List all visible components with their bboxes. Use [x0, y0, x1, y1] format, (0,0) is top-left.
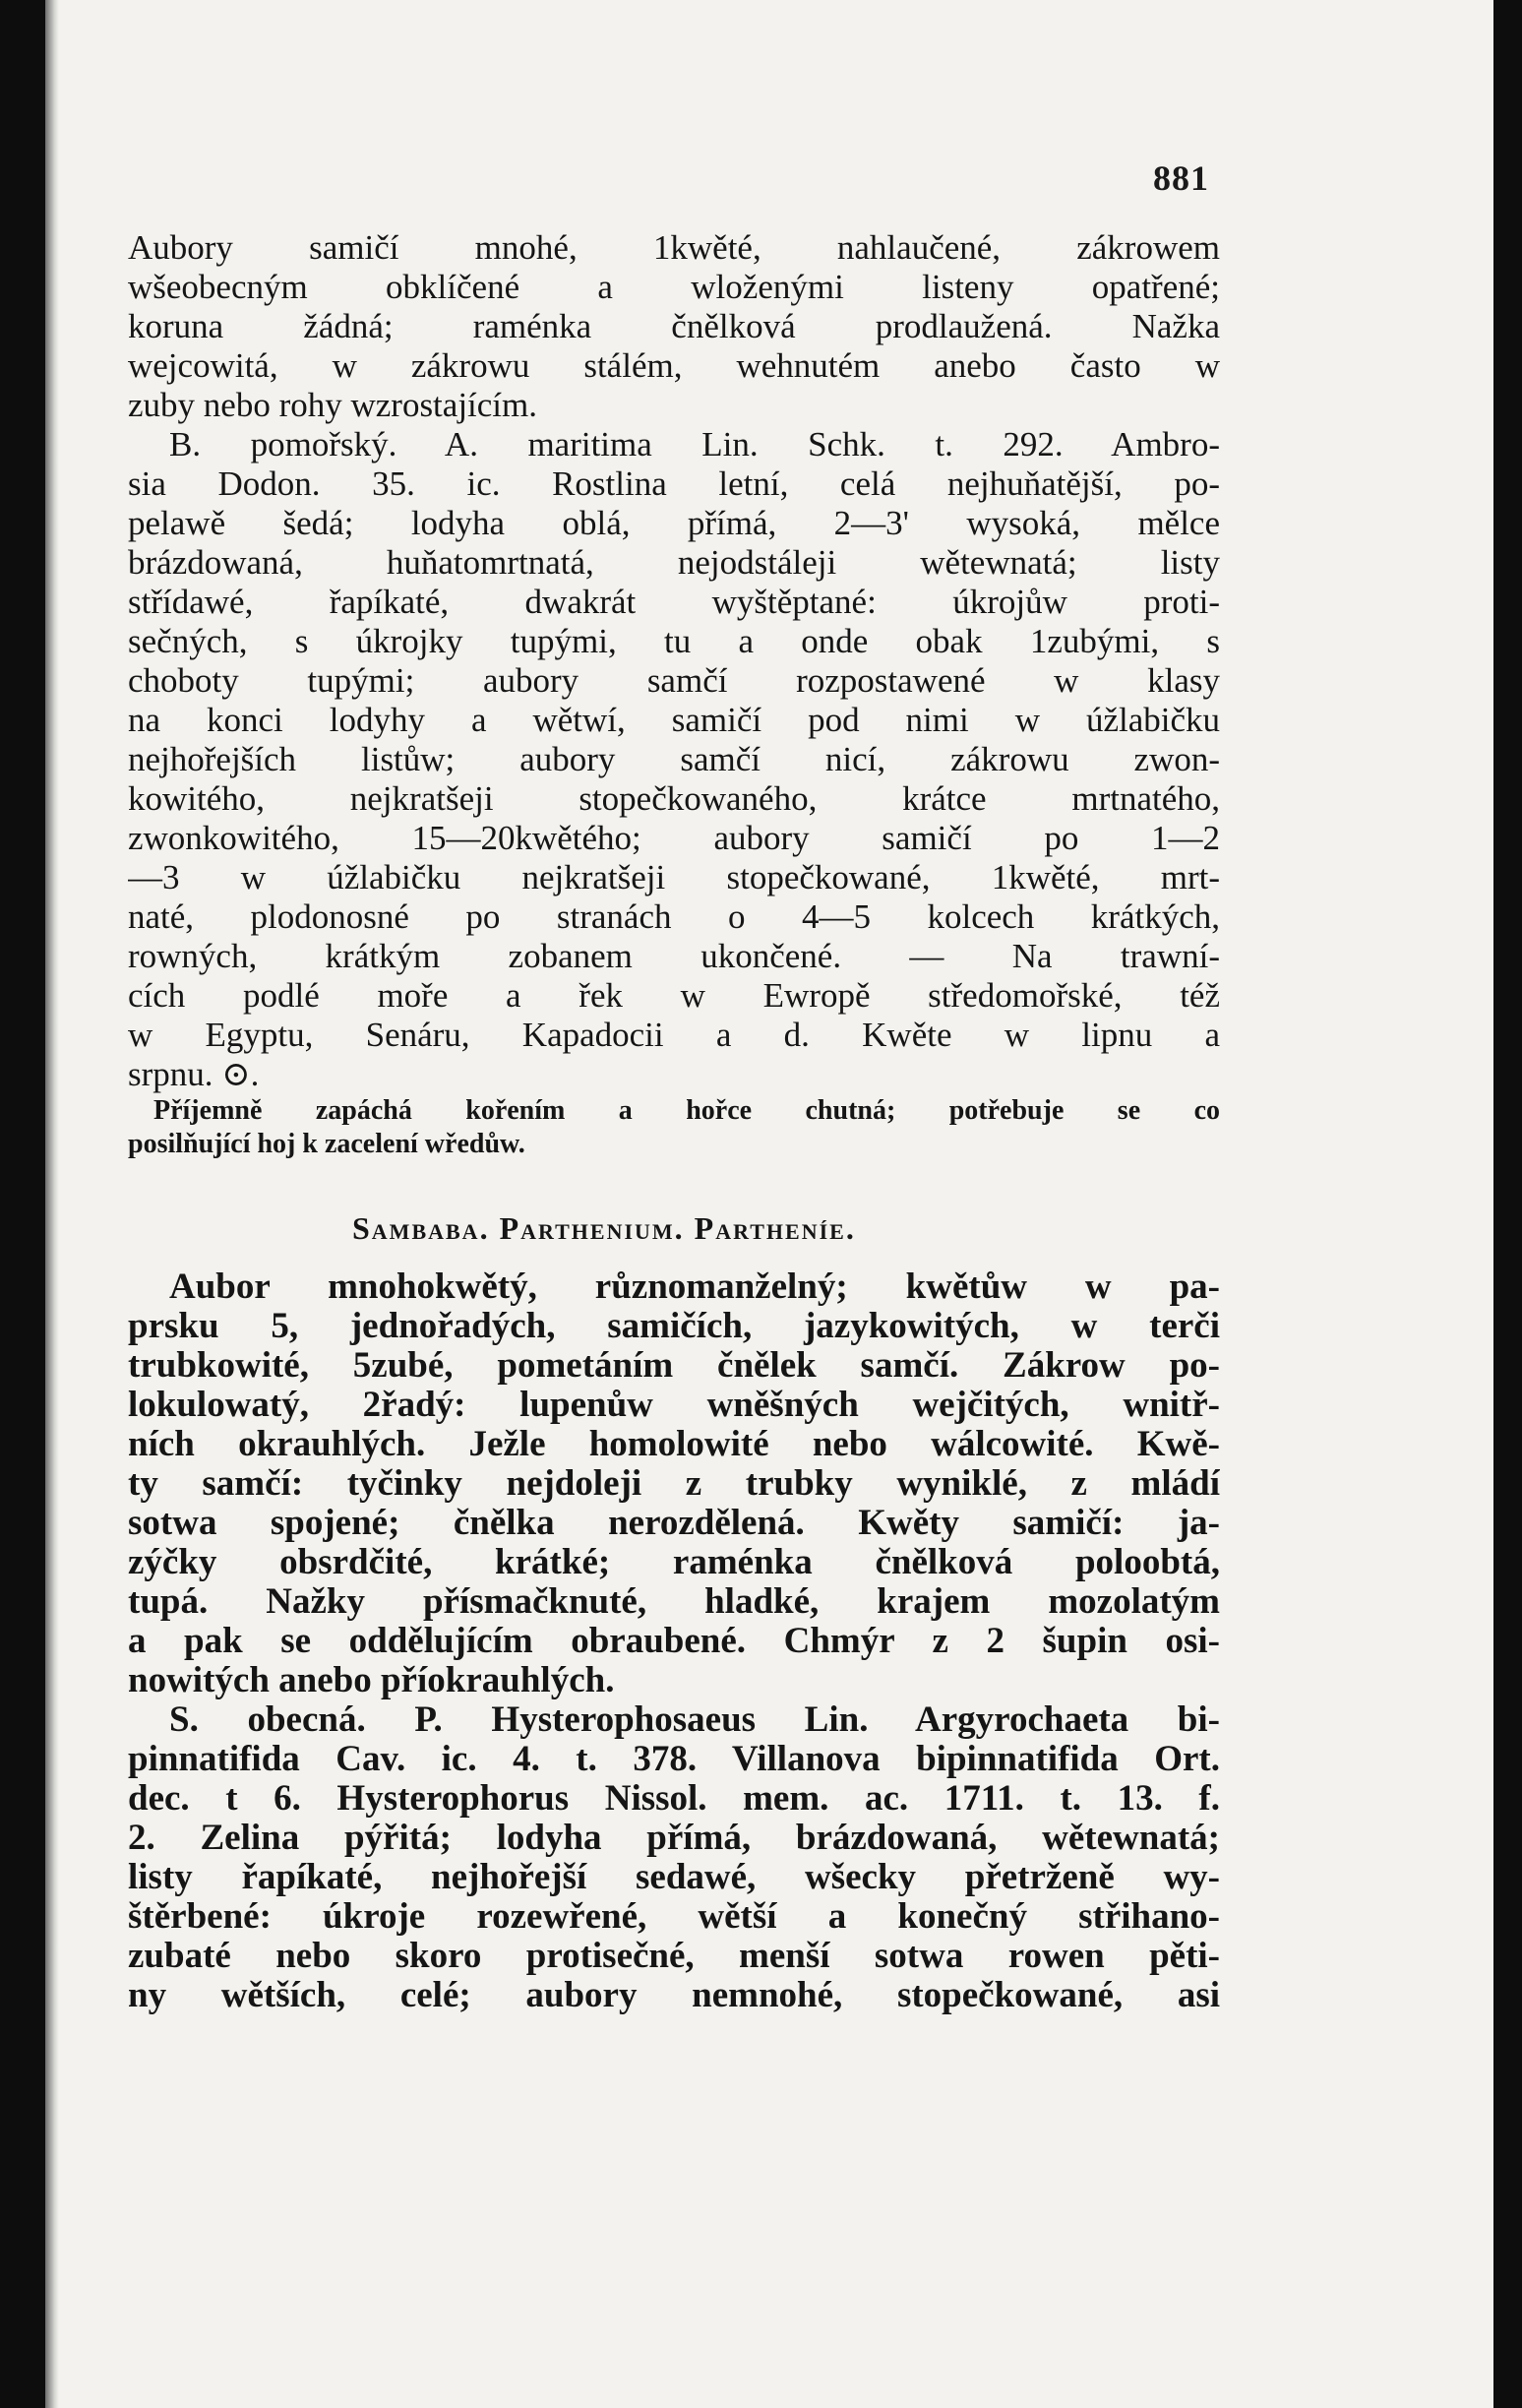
text-line: cích podlé moře a řek w Ewropě středomořské, též: [128, 976, 1220, 1015]
text-line: zýčky obsrdčité, krátké; raménka čnělková poloobtá,: [128, 1543, 1220, 1582]
section-spacer: [128, 1161, 1220, 1208]
text-line: 2. Zelina pýřitá; lodyha přímá, brázdowaná, wětewnatá;: [128, 1819, 1220, 1858]
text-line: wejcowitá, w zákrowu stálém, wehnutém anebo často w: [128, 346, 1220, 385]
text-line: zuby nebo rohy wzrostajícím.: [128, 386, 538, 424]
text-line: pinnatifida Cav. ic. 4. t. 378. Villanova bipinnatifida Ort.: [128, 1740, 1220, 1779]
text-line: Aubor mnohokwětý, různomanželný; kwětůw w pa-: [169, 1267, 1220, 1307]
note-line: posilňující hoj k zacelení wředůw.: [128, 1129, 525, 1159]
paragraph-ambrosia-maritima: [128, 425, 1220, 1094]
text-line: pelawě šedá; lodyha oblá, přímá, 2—3' wysoká, mělce: [128, 504, 1220, 542]
text-line: srpnu. ⊙.: [128, 1055, 260, 1093]
page-text: [128, 228, 1220, 2015]
text-line: štěrbené: úkroje rozewřené, wětší a konečný střihano-: [128, 1897, 1220, 1937]
text-line: —3 w úžlabičku nejkratšeji stopečkowané, 1kwěté, mrt-: [128, 858, 1220, 896]
text-line: nowitých anebo příokrauhlých.: [128, 1661, 615, 1700]
page-number: 881: [1153, 158, 1209, 198]
book-page: [45, 0, 1493, 2408]
text-line: tupá. Nažky přísmačknuté, hladké, krajem mozolatým: [128, 1582, 1220, 1622]
text-line: sotwa spojené; čnělka nerozdělená. Kwěty samičí: ja-: [128, 1504, 1220, 1543]
text-line: a pak se oddělujícím obraubené. Chmýr z 2 šupin osi-: [128, 1622, 1220, 1661]
text-line: rowných, krátkým zobanem ukončené. — Na trawní-: [128, 937, 1220, 975]
text-line: ty samčí: tyčinky nejdoleji z trubky wyniklé, z mládí: [128, 1464, 1220, 1504]
text-line: ních okrauhlých. Ježle homolowité nebo wálcowité. Kwě-: [128, 1425, 1220, 1464]
text-line: koruna žádná; raménka čnělková prodlaužená. Nažka: [128, 307, 1220, 345]
text-line: w Egyptu, Senáru, Kapadocii a d. Kwěte w lipnu a: [128, 1016, 1220, 1054]
text-line: sečných, s úkrojky tupými, tu a onde obak 1zubými, s: [128, 622, 1220, 660]
paragraph-species-obecna: [128, 1700, 1220, 2015]
text-line: listy řapíkaté, nejhořejší sedawé, wšecky přetrženě wy-: [128, 1858, 1220, 1897]
section-spacer: [128, 1248, 1220, 1267]
text-line: nejhořejších listůw; aubory samčí nicí, zákrowu zwon-: [128, 740, 1220, 778]
text-line: Aubory samičí mnohé, 1kwěté, nahlaučené, zákrowem: [128, 228, 1220, 267]
text-line: wšeobecným obklíčené a wloženými listeny opatřené;: [128, 268, 1220, 306]
text-line: brázdowaná, huňatomrtnatá, nejodstáleji wětewnatá; listy: [128, 543, 1220, 582]
note-line: Příjemně zapáchá kořením a hořce chutná; potřebuje se co: [153, 1095, 1220, 1126]
text-line: střídawé, řapíkaté, dwakrát wyštěptané: úkrojůw proti-: [128, 583, 1220, 621]
text-line: ny wětších, celé; aubory nemnohé, stopečkowané, asi: [128, 1976, 1220, 2015]
footnote-usage: [128, 1094, 1220, 1161]
page-edge-shadow: [45, 0, 59, 2408]
text-line: prsku 5, jednořadých, samičích, jazykowitých, w terči: [128, 1307, 1220, 1346]
text-line: lokulowatý, 2řadý: lupenůw wněšných wejčitých, wnitř-: [128, 1386, 1220, 1425]
text-line: kowitého, nejkratšeji stopečkowaného, krátce mrtnatého,: [128, 779, 1220, 818]
paragraph-aubory: [128, 228, 1220, 425]
paragraph-genus-description: [128, 1267, 1220, 1700]
text-line: sia Dodon. 35. ic. Rostlina letní, celá nejhuňatější, po-: [128, 464, 1220, 503]
text-line: zubaté nebo skoro protisečné, menší sotwa rowen pěti-: [128, 1937, 1220, 1976]
text-line: naté, plodonosné po stranách o 4—5 kolcech krátkých,: [128, 897, 1220, 936]
text-line: trubkowité, 5zubé, pometáním čnělek samčí. Zákrow po-: [128, 1346, 1220, 1386]
text-line: zwonkowitého, 15—20kwětého; aubory samičí po 1—2: [128, 819, 1220, 857]
text-line: B. pomořský. A. maritima Lin. Schk. t. 292. Ambro-: [169, 425, 1220, 463]
text-line: choboty tupými; aubory samčí rozpostawené w klasy: [128, 661, 1220, 700]
text-line: S. obecná. P. Hysterophosaeus Lin. Argyrochaeta bi-: [169, 1700, 1220, 1740]
text-line: dec. t 6. Hysterophorus Nissol. mem. ac. 1711. t. 13. f.: [128, 1779, 1220, 1819]
genus-heading: Sambaba. Parthenium. Partheníe.: [352, 1210, 856, 1246]
text-line: na konci lodyhy a wětwí, samičí pod nimi w úžlabičku: [128, 701, 1220, 739]
